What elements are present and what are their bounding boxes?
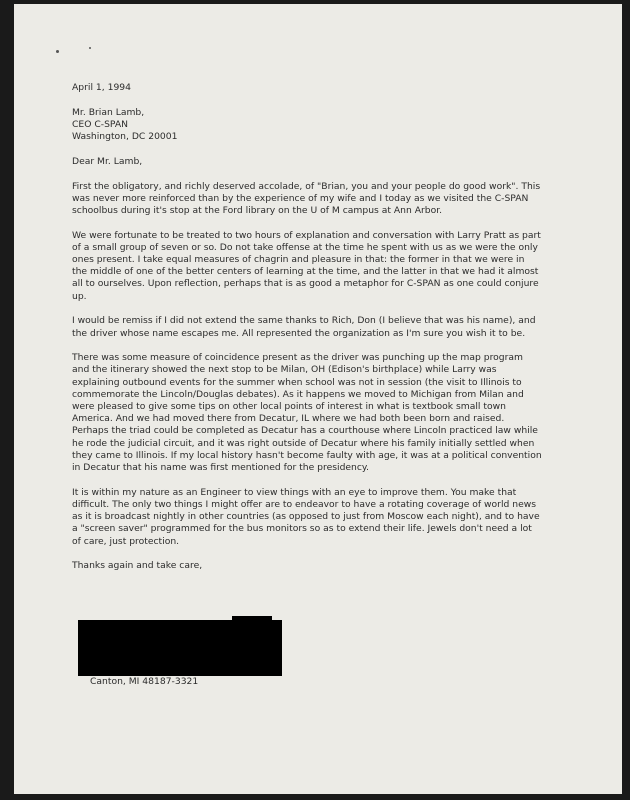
recipient-title: CEO C-SPAN (72, 118, 129, 130)
paragraph: I would be remiss if I did not extend the same thanks to Rich, Don (I believe that was his name), and the driver whose name escapes me. All represented the organization as I'm sure you wish it to be. (72, 315, 536, 339)
redaction-block (78, 620, 282, 676)
paragraph: First the obligatory, and richly deserved accolade, of "Brian, you and your people do good work". This was never more reinforced than by the experience of my wife and I today as we visited the C-SPAN schoolbus during it's stop at the Ford library on the U of M campus at Ann Arbor. (72, 180, 541, 216)
paragraph: There was some measure of coincidence present as the driver was punching up the map program and the itinerary showed the next stop to be Milan, OH (Edison's birthplace) while Larry was explaining outbound events for the summer when school was not in session (the visit to Illinois to commemorate the Lincoln/Douglas debates). As it happens we moved to Michigan from Milan and were pleased to give some tips on other local points of interest in what is textbook small town America. And we had moved there from Decatur, IL where we had both been born and raised. Perhaps the triad could be completed as Decatur has a courthouse where Lincoln practiced law while he rode the judicial circuit, and it was right outside of Decatur where his family initially settled when they came to Illinois. If my local history hasn't become faulty with age, it was at a political convention in Decatur that his name was first mentioned for the presidency. (72, 352, 542, 474)
letter-date: April 1, 1994 (72, 82, 131, 93)
paper-speck (56, 50, 59, 53)
recipient-name: Mr. Brian Lamb, (72, 106, 145, 118)
letter-body (72, 82, 542, 585)
recipient-city: Washington, DC 20001 (72, 131, 178, 143)
paragraph: It is within my nature as an Engineer to view things with an eye to improve them. You make that difficult. The only two things I might offer are to endeavor to have a rotating coverage of world news as it is broadcast nightly in other countries (as opposed to just from Moscow each night), and to have a "screen saver" programmed for the bus monitors so as to extend their life. Jewels don't need a lot of care, just protection. (72, 486, 540, 547)
recipient-block (72, 107, 542, 144)
sender-address: Canton, MI 48187-3321 (90, 676, 199, 687)
closing: Thanks again and take care, (72, 560, 203, 572)
salutation: Dear Mr. Lamb, (72, 155, 143, 167)
paper-speck (89, 47, 91, 49)
paragraph: We were fortunate to be treated to two hours of explanation and conversation with Larry Pratt as part of a small group of seven or so. Do not take offense at the time he spent with us as we were the only ones present. I take equal measures of chagrin and pleasure in that: the former in that we were in the middle of one of the better centers of learning at the time, and the latter in that we had it almost all to ourselves. Upon reflection, perhaps that is as good a metaphor for C-SPAN as one could conjure up. (72, 229, 541, 302)
